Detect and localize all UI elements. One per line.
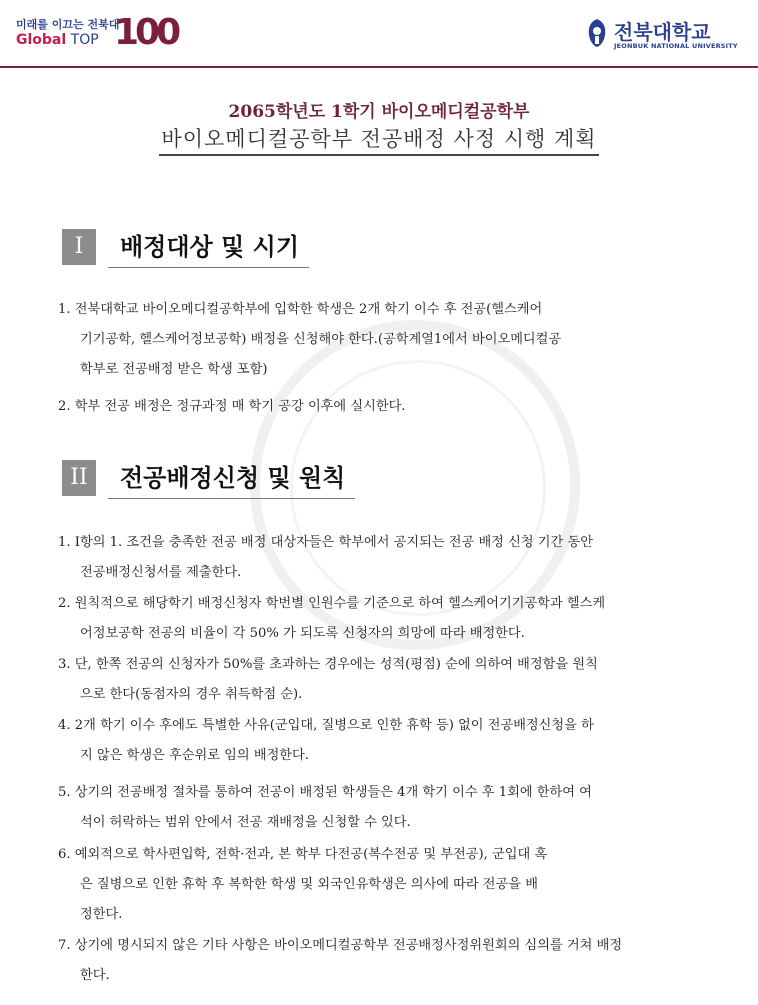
section-1-item-1: 1. 전북대학교 바이오메디컬공학부에 입학한 학생은 2개 학기 이수 후 전공(헬스케어 기기공학, 헬스케어정보공학) 배정을 신청해야 한다.(공학계열1에서 바이오메디컬공 학부로 전공배정 받은 학생 포함) bbox=[58, 302, 562, 377]
university-name-english: JEONBUK NATIONAL UNIVERSITY bbox=[614, 42, 738, 50]
university-name: 전북대학교 bbox=[614, 20, 711, 44]
section-2-item-2: 2. 원칙적으로 해당학기 배정신청자 학번별 인원수를 기준으로 하여 헬스케어기기공학과 헬스케 어정보공학 전공의 비율이 각 50% 가 되도록 신청자의 희망에 따라 배정한다. bbox=[58, 596, 606, 641]
logo-global-top: Global TOP bbox=[16, 32, 99, 48]
university-emblem-icon bbox=[586, 18, 608, 48]
page-header bbox=[0, 0, 758, 68]
document-subtitle: 2065학년도 1학기 바이오메디컬공학부 bbox=[228, 102, 530, 122]
document-title: 바이오메디컬공학부 전공배정 사정 시행 계획 bbox=[0, 123, 758, 153]
section-2-item-6: 6. 예외적으로 학사편입학, 전학·전과, 본 학부 다전공(복수전공 및 부전공), 군입대 혹 은 질병으로 인한 휴학 후 복학한 학생 및 외국인유학생은 의사에 따라 전공을 배 정한다. bbox=[58, 847, 548, 922]
section-1-item-2: 2. 학부 전공 배정은 정규과정 매 학기 공강 이후에 실시한다. bbox=[58, 399, 406, 414]
section-2-item-4: 4. 2개 학기 이수 후에도 특별한 사유(군입대, 질병으로 인한 휴학 등) 없이 전공배정신청을 하 지 않은 학생은 후순위로 임의 배정한다. bbox=[58, 718, 594, 763]
header-divider bbox=[0, 66, 758, 68]
section-number: II bbox=[62, 460, 96, 496]
logo-100: 100 bbox=[114, 12, 178, 53]
section-number: I bbox=[62, 229, 96, 265]
logo-slogan: 미래를 이끄는 전북대 bbox=[16, 18, 120, 31]
jbnu-logo bbox=[586, 16, 736, 56]
section-2-item-1: 1. I항의 1. 조건을 충족한 전공 배정 대상자들은 학부에서 공지되는 전공 배정 신청 기간 동안 전공배정신청서를 제출한다. bbox=[58, 535, 593, 580]
section-2-item-5: 5. 상기의 전공배정 절차를 통하여 전공이 배정된 학생들은 4개 학기 이수 후 1회에 한하여 여 석이 허락하는 범위 안에서 전공 재배정을 신청할 수 있다. bbox=[58, 785, 592, 830]
section-title: 배정대상 및 시기 bbox=[108, 229, 309, 268]
section-2-item-3: 3. 단, 한쪽 전공의 신청자가 50%를 초과하는 경우에는 성적(평점) 순에 의하여 배정함을 원칙 으로 한다(동점자의 경우 취득학점 순). bbox=[58, 657, 598, 702]
section-2-item-7: 7. 상기에 명시되지 않은 기타 사항은 바이오메디컬공학부 전공배정사정위원회의 심의를 거쳐 배정 한다. bbox=[58, 938, 623, 983]
section-title: 전공배정신청 및 원칙 bbox=[108, 460, 355, 499]
